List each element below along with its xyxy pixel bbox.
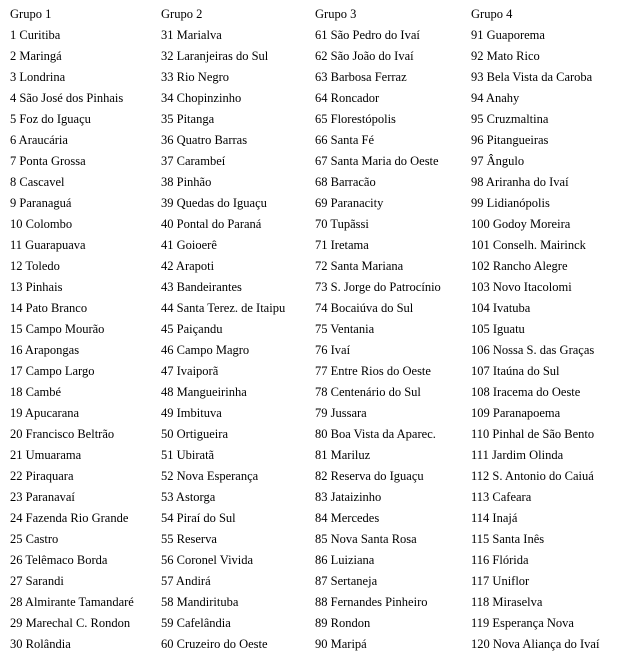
municipality-entry: 62 São João do Ivaí: [315, 49, 414, 63]
municipality-entry: 109 Paranapoema: [471, 406, 561, 420]
municipality-entry: 67 Santa Maria do Oeste: [315, 154, 439, 168]
municipality-entry: 33 Rio Negro: [161, 70, 230, 84]
municipality-entry: 26 Telêmaco Borda: [10, 553, 108, 567]
municipality-entry: 38 Pinhão: [161, 175, 212, 189]
group-header: Grupo 3: [315, 7, 357, 21]
municipality-entry: 92 Mato Rico: [471, 49, 540, 63]
municipality-entry: 31 Marialva: [161, 28, 222, 42]
municipality-entry: 113 Cafeara: [471, 490, 532, 504]
municipality-entry: 72 Santa Mariana: [315, 259, 404, 273]
municipality-entry: 56 Coronel Vivida: [161, 553, 254, 567]
municipality-entry: 2 Maringá: [10, 49, 62, 63]
municipality-entry: 55 Reserva: [161, 532, 217, 546]
group-header: Grupo 2: [161, 7, 203, 21]
municipality-entry: 65 Florestópolis: [315, 112, 396, 126]
municipality-entry: 64 Roncador: [315, 91, 380, 105]
municipality-entry: 37 Carambeí: [161, 154, 226, 168]
municipality-entry: 24 Fazenda Rio Grande: [10, 511, 129, 525]
municipality-entry: 23 Paranavaí: [10, 490, 75, 504]
municipality-entry: 1 Curitiba: [10, 28, 61, 42]
municipality-entry: 98 Ariranha do Ivaí: [471, 175, 569, 189]
municipality-entry: 69 Paranacity: [315, 196, 384, 210]
group-header: Grupo 4: [471, 7, 513, 21]
municipality-entry: 11 Guarapuava: [10, 238, 86, 252]
municipality-entry: 84 Mercedes: [315, 511, 380, 525]
municipality-entry: 87 Sertaneja: [315, 574, 378, 588]
municipality-entry: 9 Paranaguá: [10, 196, 72, 210]
municipality-entry: 47 Ivaiporã: [161, 364, 219, 378]
municipality-entry: 83 Jataizinho: [315, 490, 382, 504]
municipality-entry: 99 Lidianópolis: [471, 196, 550, 210]
municipality-entry: 60 Cruzeiro do Oeste: [161, 637, 268, 651]
municipality-entry: 42 Arapoti: [161, 259, 215, 273]
municipality-entry: 18 Cambé: [10, 385, 62, 399]
municipality-entry: 119 Esperança Nova: [471, 616, 574, 630]
municipality-entry: 95 Cruzmaltina: [471, 112, 549, 126]
municipality-entry: 10 Colombo: [10, 217, 73, 231]
municipality-entry: 94 Anahy: [471, 91, 520, 105]
municipality-entry: 80 Boa Vista da Aparec.: [315, 427, 436, 441]
municipality-entry: 27 Sarandi: [10, 574, 64, 588]
municipality-entry: 104 Ivatuba: [471, 301, 531, 315]
municipality-entry: 97 Ângulo: [471, 154, 525, 168]
municipality-entry: 22 Piraquara: [10, 469, 74, 483]
municipality-entry: 79 Jussara: [315, 406, 367, 420]
municipality-entry: 85 Nova Santa Rosa: [315, 532, 417, 546]
municipality-entry: 107 Itaúna do Sul: [471, 364, 560, 378]
municipality-entry: 25 Castro: [10, 532, 59, 546]
municipality-entry: 58 Mandirituba: [161, 595, 239, 609]
municipality-entry: 96 Pitangueiras: [471, 133, 549, 147]
municipality-entry: 45 Paiçandu: [161, 322, 223, 336]
municipality-entry: 74 Bocaiúva do Sul: [315, 301, 414, 315]
municipality-entry: 5 Foz do Iguaçu: [10, 112, 91, 126]
municipality-entry: 32 Laranjeiras do Sul: [161, 49, 269, 63]
group-column: [161, 4, 285, 655]
municipality-entry: 13 Pinhais: [10, 280, 63, 294]
municipality-entry: 53 Astorga: [161, 490, 216, 504]
municipality-entry: 63 Barbosa Ferraz: [315, 70, 407, 84]
municipality-entry: 118 Miraselva: [471, 595, 543, 609]
municipality-entry: 86 Luiziana: [315, 553, 375, 567]
municipality-entry: 112 S. Antonio do Caiuá: [471, 469, 594, 483]
municipality-entry: 30 Rolândia: [10, 637, 71, 651]
municipality-entry: 59 Cafelândia: [161, 616, 231, 630]
municipality-entry: 82 Reserva do Iguaçu: [315, 469, 424, 483]
municipality-entry: 6 Araucária: [10, 133, 68, 147]
group-header: Grupo 1: [10, 7, 52, 21]
municipality-entry: 36 Quatro Barras: [161, 133, 248, 147]
municipality-entry: 91 Guaporema: [471, 28, 545, 42]
municipality-entry: 49 Imbituva: [161, 406, 222, 420]
municipality-entry: 44 Santa Terez. de Itaipu: [161, 301, 286, 315]
municipality-entry: 116 Flórida: [471, 553, 529, 567]
municipality-entry: 114 Inajá: [471, 511, 518, 525]
municipality-entry: 12 Toledo: [10, 259, 60, 273]
municipality-entry: 81 Mariluz: [315, 448, 371, 462]
municipality-entry: 108 Iracema do Oeste: [471, 385, 581, 399]
municipality-entry: 41 Goioerê: [161, 238, 217, 252]
municipality-entry: 78 Centenário do Sul: [315, 385, 421, 399]
municipality-entry: 73 S. Jorge do Patrocínio: [315, 280, 441, 294]
municipality-entry: 105 Iguatu: [471, 322, 525, 336]
municipality-entry: 3 Londrina: [10, 70, 66, 84]
municipality-entry: 50 Ortigueira: [161, 427, 228, 441]
group-column: [315, 4, 441, 655]
municipality-entry: 15 Campo Mourão: [10, 322, 105, 336]
municipality-entry: 101 Conselh. Mairinck: [471, 238, 586, 252]
municipality-entry: 89 Rondon: [315, 616, 371, 630]
municipality-entry: 102 Rancho Alegre: [471, 259, 568, 273]
municipality-entry: 51 Ubiratã: [161, 448, 215, 462]
municipality-entry: 70 Tupãssi: [315, 217, 369, 231]
municipality-entry: 19 Apucarana: [10, 406, 80, 420]
municipality-entry: 100 Godoy Moreira: [471, 217, 571, 231]
municipality-entry: 75 Ventania: [315, 322, 375, 336]
municipality-entry: 8 Cascavel: [10, 175, 65, 189]
municipality-entry: 16 Arapongas: [10, 343, 80, 357]
municipality-entry: 43 Bandeirantes: [161, 280, 242, 294]
municipality-entry: 40 Pontal do Paraná: [161, 217, 262, 231]
municipality-entry: 106 Nossa S. das Graças: [471, 343, 595, 357]
municipality-entry: 93 Bela Vista da Caroba: [471, 70, 593, 84]
municipality-entry: 35 Pitanga: [161, 112, 215, 126]
municipality-entry: 103 Novo Itacolomi: [471, 280, 572, 294]
municipality-entry: 14 Pato Branco: [10, 301, 88, 315]
municipality-entry: 77 Entre Rios do Oeste: [315, 364, 431, 378]
municipality-entry: 115 Santa Inês: [471, 532, 545, 546]
municipality-entry: 48 Mangueirinha: [161, 385, 247, 399]
municipality-entry: 54 Piraí do Sul: [161, 511, 236, 525]
municipality-entry: 110 Pinhal de São Bento: [471, 427, 595, 441]
municipality-entry: 52 Nova Esperança: [161, 469, 259, 483]
municipality-entry: 29 Marechal C. Rondon: [10, 616, 131, 630]
group-column: [471, 4, 599, 655]
municipality-entry: 46 Campo Magro: [161, 343, 250, 357]
municipality-entry: 20 Francisco Beltrão: [10, 427, 115, 441]
municipality-entry: 71 Iretama: [315, 238, 369, 252]
municipality-entry: 117 Uniflor: [471, 574, 530, 588]
municipality-entry: 21 Umuarama: [10, 448, 82, 462]
group-column: [10, 4, 134, 655]
municipality-entry: 66 Santa Fé: [315, 133, 375, 147]
municipality-entry: 90 Maripá: [315, 637, 367, 651]
municipality-entry: 34 Chopinzinho: [161, 91, 242, 105]
municipality-entry: 39 Quedas do Iguaçu: [161, 196, 267, 210]
municipality-entry: 28 Almirante Tamandaré: [10, 595, 134, 609]
municipality-entry: 76 Ivaí: [315, 343, 351, 357]
municipality-entry: 68 Barracão: [315, 175, 376, 189]
municipality-entry: 17 Campo Largo: [10, 364, 95, 378]
municipality-entry: 111 Jardim Olinda: [471, 448, 564, 462]
municipality-entry: 88 Fernandes Pinheiro: [315, 595, 428, 609]
municipality-entry: 61 São Pedro do Ivaí: [315, 28, 420, 42]
municipality-entry: 120 Nova Aliança do Ivaí: [471, 637, 600, 651]
municipality-entry: 7 Ponta Grossa: [10, 154, 86, 168]
municipality-entry: 57 Andirá: [161, 574, 211, 588]
municipality-entry: 4 São José dos Pinhais: [10, 91, 124, 105]
